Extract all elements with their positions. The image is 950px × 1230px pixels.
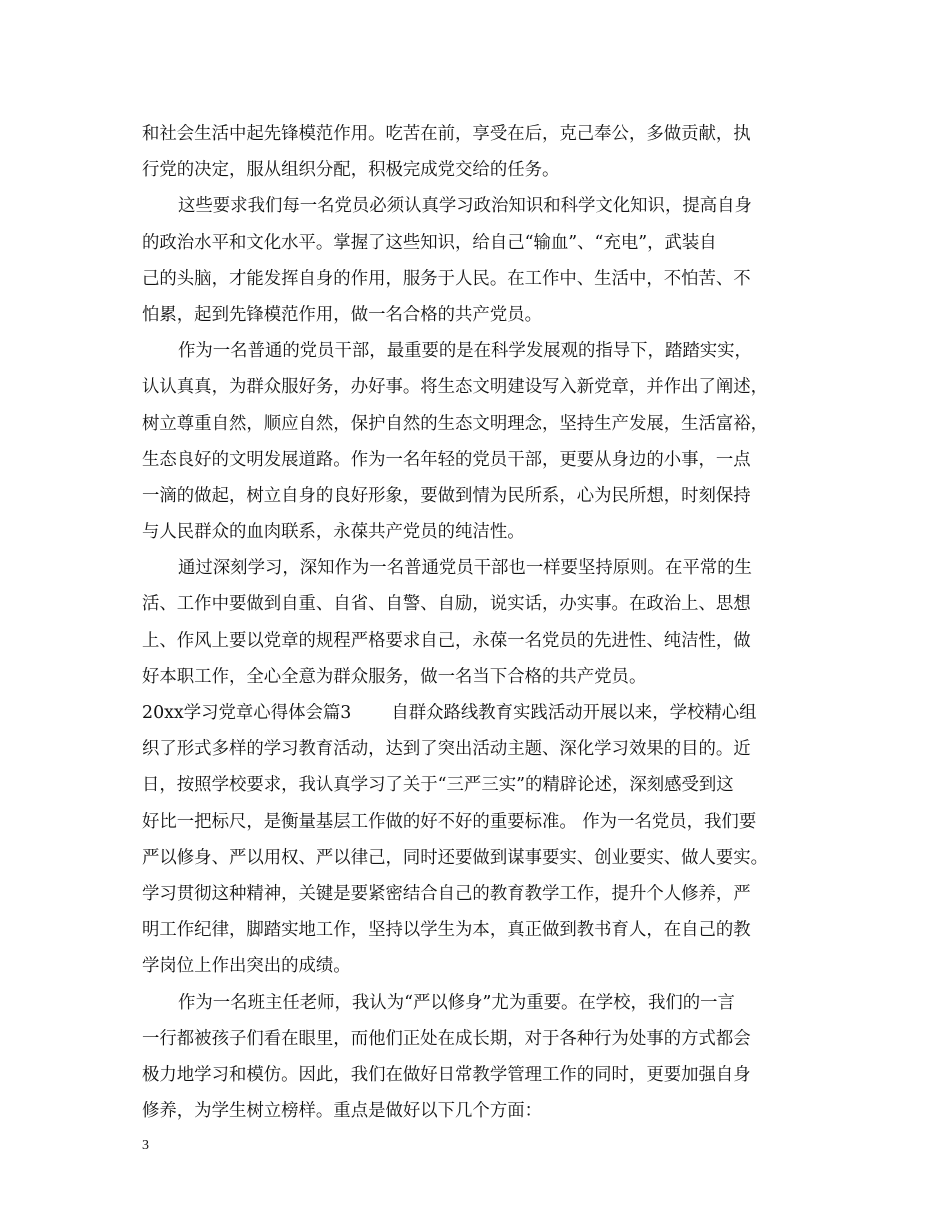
text-line: 生态良好的文明发展道路。作为一名年轻的党员干部，更要从身边的小事，一点 xyxy=(142,449,751,470)
paragraph-start-line: 作为一名班主任老师，我认为“严以修身”尤为重要。在学校，我们的一言 xyxy=(178,992,735,1013)
text-line: 日，按照学校要求，我认真学习了关于“三严三实”的精辟论述，深刻感受到这 xyxy=(142,775,734,796)
text-line: 好本职工作，全心全意为群众服务，做一名当下合格的共产党员。 xyxy=(142,666,647,687)
text-line: 学岗位上作出突出的成绩。 xyxy=(142,956,351,977)
text-line: 一行都被孩子们看在眼里，而他们正处在成长期，对于各种行为处事的方式都会 xyxy=(142,1028,751,1049)
paragraph-start-line: 通过深刻学习，深知作为一名普通党员干部也一样要坚持原则。在平常的生 xyxy=(178,558,752,579)
text-line: 认认真真，为群众服好务，办好事。将生态文明建设写入新党章，并作出了阐述， xyxy=(142,377,769,398)
text-line: 好比一把标尺，是衡量基层工作做的好不好的重要标准。 作为一名党员，我们要 xyxy=(142,811,757,832)
page-number: 3 xyxy=(142,1138,149,1153)
text-line: 一滴的做起，树立自身的良好形象，要做到情为民所系，心为民所想，时刻保持 xyxy=(142,485,751,506)
text-line: 树立尊重自然，顺应自然，保护自然的生态文明理念，坚持生产发展，生活富裕， xyxy=(142,413,769,434)
paragraph-start-line: 作为一名普通的党员干部，最重要的是在科学发展观的指导下，踏踏实实， xyxy=(178,341,752,362)
text-line: 织了形式多样的学习教育活动，达到了突出活动主题、深化学习效果的目的。近 xyxy=(142,739,751,760)
text-line: 极力地学习和模仿。因此，我们在做好日常教学管理工作的同时，更要加强自身 xyxy=(142,1064,751,1085)
text-line: 和社会生活中起先锋模范作用。吃苦在前，享受在后，克己奉公，多做贡献，执 xyxy=(142,124,751,144)
section-heading-line xyxy=(142,695,822,731)
text-line: 怕累，起到先锋模范作用，做一名合格的共产党员。 xyxy=(142,304,542,325)
text-line: 上、作风上要以党章的规程严格要求自己，永葆一名党员的先进性、纯洁性，做 xyxy=(142,630,751,651)
section-first-line: 自群众路线教育实践活动开展以来，学校精心组 xyxy=(391,703,757,723)
text-line: 活、工作中要做到自重、自省、自警、自励，说实话，办实事。在政治上、思想 xyxy=(142,594,751,615)
text-line: 行党的决定，服从组织分配，积极完成党交给的任务。 xyxy=(142,160,560,181)
paragraph-start-line: 这些要求我们每一名党员必须认真学习政治知识和科学文化知识，提高自身 xyxy=(178,196,752,217)
document-body xyxy=(142,116,822,1129)
text-line: 严以修身、严以用权、严以律己，同时还要做到谋事要实、创业要实、做人要实。 xyxy=(142,847,769,868)
text-line: 学习贯彻这种精神，关键是要紧密结合自己的教育教学工作，提升个人修养，严 xyxy=(142,883,751,904)
text-line: 明工作纪律，脚踏实地工作，坚持以学生为本，真正做到教书育人，在自己的教 xyxy=(142,920,751,941)
section-heading: 20xx学习党章心得体会篇3 xyxy=(142,703,352,723)
text-line: 己的头脑，才能发挥自身的作用，服务于人民。在工作中、生活中，不怕苦、不 xyxy=(142,268,751,289)
text-line: 的政治水平和文化水平。掌握了这些知识，给自己“输血”、“充电”，武装自 xyxy=(142,232,717,253)
text-line: 修养，为学生树立榜样。重点是做好以下几个方面： xyxy=(142,1101,542,1122)
text-line: 与人民群众的血肉联系，永葆共产党员的纯洁性。 xyxy=(142,522,525,543)
